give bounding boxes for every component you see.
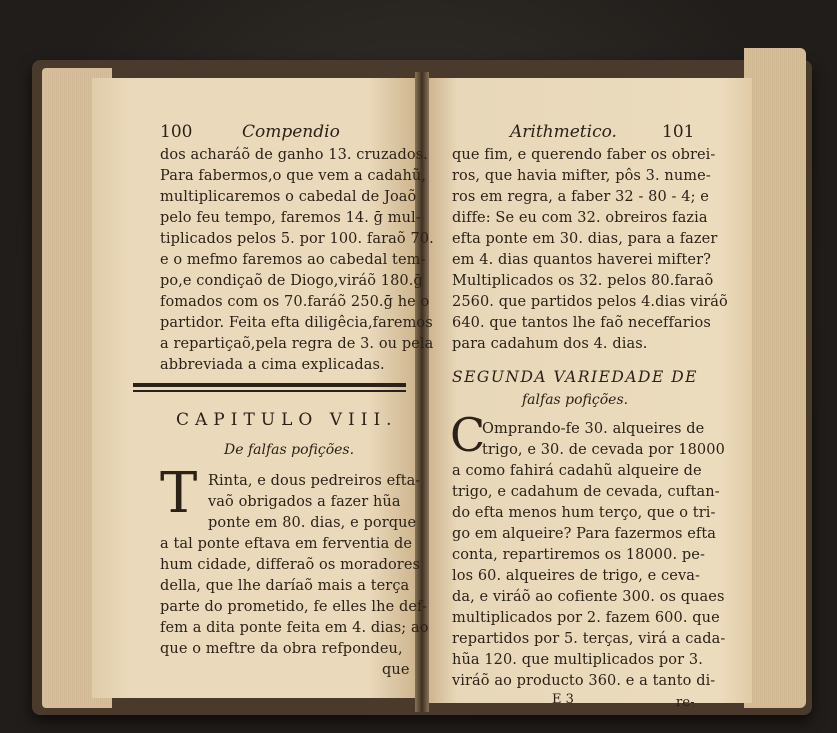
- text-line: fem a dita ponte feita em 4. dias; ao: [160, 620, 429, 636]
- text-line: repartidos por 5. terças, virá a cada-: [452, 631, 726, 647]
- chapter-title: CAPITULO VIII.: [176, 410, 398, 430]
- text-line: tiplicados pelos 5. por 100. faraõ 70.: [160, 231, 434, 247]
- text-line: hum cidade, differaõ os moradores: [160, 557, 421, 573]
- text-line: efta ponte em 30. dias, para a fazer: [452, 231, 718, 247]
- ornamental-rule: [133, 383, 406, 387]
- right-catchword: re-: [676, 695, 695, 710]
- section-title: SEGUNDA VARIEDADE DE: [452, 368, 698, 386]
- text-line: Para fabermos,o que vem a cadahũ,: [160, 168, 427, 184]
- left-folio: 100: [160, 122, 193, 142]
- text-line: po,e condiçaõ de Diogo,viráõ 180.ḡ: [160, 273, 423, 289]
- text-line: para cadahum dos 4. dias.: [452, 336, 648, 352]
- text-line: hũa 120. que multiplicados por 3.: [452, 652, 703, 668]
- left-catchword: que: [382, 662, 410, 678]
- right-folio: 101: [662, 122, 695, 142]
- right-running-head: Arithmetico.: [510, 122, 617, 142]
- text-line: a repartiçaõ,pela regra de 3. ou pela: [160, 336, 434, 352]
- text-line: trigo, e 30. de cevada por 18000: [482, 442, 725, 458]
- text-line: e o mefmo faremos ao cabedal tem-: [160, 252, 426, 268]
- text-line: vaõ obrigados a fazer hũa: [208, 494, 401, 510]
- text-line: que o meftre da obra refpondeu,: [160, 641, 403, 657]
- text-line: abbreviada a cima explicadas.: [160, 357, 385, 373]
- text-line: multiplicados por 2. fazem 600. que: [452, 610, 720, 626]
- text-line: a tal ponte eftava em ferventia de: [160, 536, 413, 552]
- text-line: los 60. alqueires de trigo, e ceva-: [452, 568, 700, 584]
- text-line: fomados com os 70.faráõ 250.ḡ he o: [160, 294, 430, 310]
- text-line: trigo, e cadahum de cevada, cuftan-: [452, 484, 720, 500]
- drop-cap: T: [160, 461, 198, 526]
- text-line: pelo feu tempo, faremos 14. ḡ mul-: [160, 210, 421, 226]
- text-line: Multiplicados os 32. pelos 80.faraõ: [452, 273, 714, 289]
- text-line: partidor. Feita efta diligêcia,faremos: [160, 315, 433, 331]
- text-line: ros, que havia mifter, pôs 3. nume-: [452, 168, 711, 184]
- text-line: diffe: Se eu com 32. obreiros fazia: [452, 210, 708, 226]
- left-running-head: Compendio: [242, 122, 340, 142]
- text-line: della, que lhe daríaõ mais a terça: [160, 578, 410, 594]
- text-line: que fim, e querendo faber os obrei-: [452, 147, 716, 163]
- text-line: dos acharáõ de ganho 13. cruzados.: [160, 147, 428, 163]
- text-line: a como fahirá cadahũ alqueire de: [452, 463, 702, 479]
- text-line: 640. que tantos lhe faõ neceffarios: [452, 315, 711, 331]
- text-line: do efta menos hum terço, que o tri-: [452, 505, 716, 521]
- text-line: em 4. dias quantos haverei mifter?: [452, 252, 711, 268]
- text-line: conta, repartiremos os 18000. pe-: [452, 547, 705, 563]
- section-subtitle: falfas pofições.: [522, 392, 629, 408]
- text-line: multiplicaremos o cabedal de Joaõ: [160, 189, 417, 205]
- chapter-subtitle: De falfas pofições.: [224, 442, 355, 458]
- text-line: Omprando-fe 30. alqueires de: [482, 421, 705, 437]
- text-line: go em alqueire? Para fazermos efta: [452, 526, 717, 542]
- text-line: ros em regra, a faber 32 - 80 - 4; e: [452, 189, 709, 205]
- text-line: viráõ ao producto 360. e a tanto di-: [452, 673, 716, 689]
- text-line: parte do prometido, fe elles lhe def-: [160, 599, 427, 615]
- ornamental-rule-thin: [133, 390, 406, 392]
- drop-cap: C: [450, 408, 486, 462]
- page-edges-right: [744, 48, 806, 708]
- signature-mark: E 3: [552, 692, 574, 707]
- text-line: ponte em 80. dias, e porque: [208, 515, 417, 531]
- text-line: da, e viráõ ao cofiente 300. os quaes: [452, 589, 725, 605]
- text-line: 2560. que partidos pelos 4.dias viráõ: [452, 294, 728, 310]
- text-line: Rinta, e dous pedreiros efta-: [208, 473, 421, 489]
